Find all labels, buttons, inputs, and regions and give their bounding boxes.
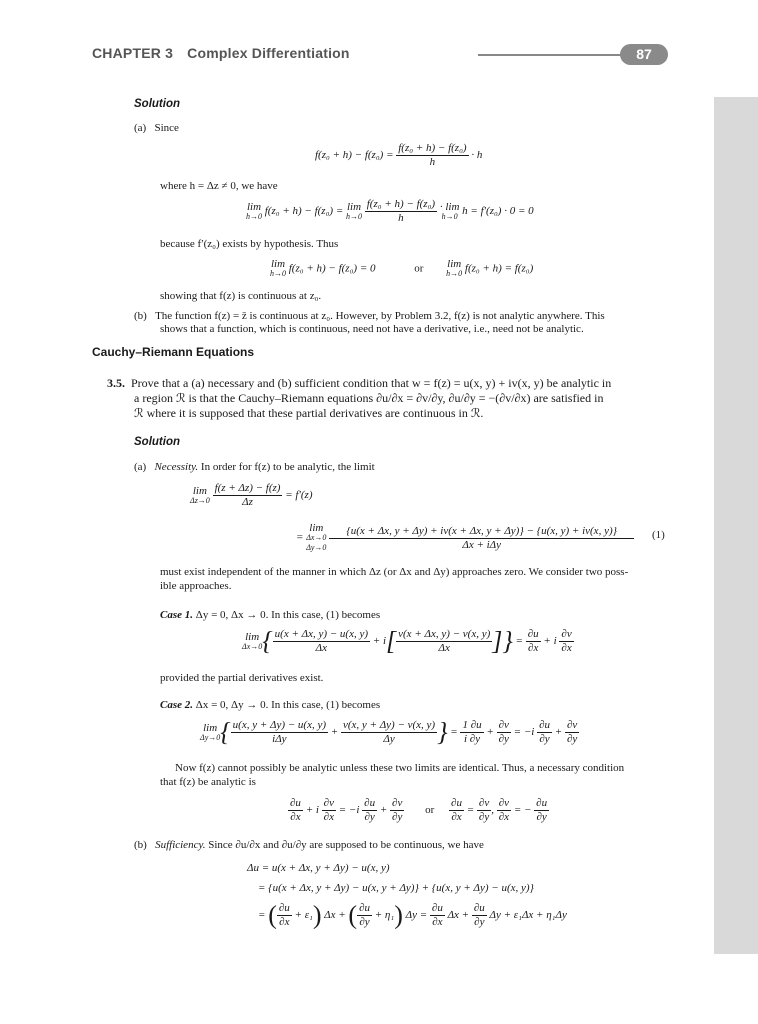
page-edge-bar bbox=[714, 97, 758, 954]
part-b-line2: shows that a function, which is continuous, need not have a derivative, i.e., need not be analytic. bbox=[160, 323, 584, 335]
problem-number: 3.5. bbox=[107, 376, 125, 390]
problem-line2: a region ℛ is that the Cauchy–Riemann equations ∂u/∂x = ∂v/∂y, ∂u/∂y = −(∂v/∂x) are satisfied in bbox=[134, 391, 604, 405]
part-a-intro: (a) Since bbox=[134, 122, 179, 134]
now-line2: that f(z) be analytic is bbox=[160, 776, 256, 788]
equation-1: = lim Δx→0 Δy→0 {u(x + Δx, y + Δy) + iv(x + Δx, y + Δy)} − {u(x, y) + iv(x, y)} Δx + iΔy bbox=[296, 523, 634, 553]
equation-case1: lim Δx→0 { $\frac{u(x + \Delta x, y) - u(x, y)}{\Delta x}$ + i[ $\frac{v(x + \Delta x, y) - v(x, y)}{\Delta x}$ ]} = $\frac{\partial u}{\partial x}$ + i $\frac{\partial v}{\partial x}$ bbox=[242, 626, 572, 656]
case2-line: Case 2. Δx = 0, Δy → 0. In this case, (1) becomes bbox=[160, 699, 381, 711]
running-header bbox=[92, 45, 350, 61]
part-b-line1: (b) The function f(z) = z̄ is continuous at z₀. However, by Problem 3.2, f(z) is not analytic anywhere. This bbox=[134, 310, 605, 322]
because-line: because f′(z₀) exists by hypothesis. Thus bbox=[160, 238, 339, 250]
where-line: where h = Δz ≠ 0, we have bbox=[160, 180, 278, 192]
delta-u-line1: Δu = u(x + Δx, y + Δy) − u(x, y) bbox=[247, 862, 390, 874]
now-line1: Now f(z) cannot possibly be analytic unless these two limits are identical. Thus, a necessary condition bbox=[175, 762, 625, 774]
delta-u-line3: = ( $\frac{\partial u}{\partial x}$ + ε₁) Δx + ( $\frac{\partial u}{\partial y}$ + η₁) Δy = $\frac{\partial u}{\partial x}$ Δx + $\frac{\partial u}{\partial y}$ Δy + ε₁Δx + η₁Δy bbox=[258, 900, 567, 930]
equation-case2: lim Δy→0 { $\frac{u(x, y + \Delta y) - u(x, y)}{\text{iΔy}}$ + $\frac{v(x, y + \Delta y) - v(x, y)}{\Delta y}$ } = $\frac{1 \partial u}{i \partial y}$ + $\frac{\partial v}{\partial y}$ = −i $\frac{\partial u}{\partial y}$ + $\frac{\partial v}{\partial y}$ bbox=[200, 717, 578, 747]
must-line1: must exist independent of the manner in which Δz (or Δx and Δy) approaches zero. We consider two poss- bbox=[160, 566, 629, 578]
equation-difference: f(z₀ + h) − f(z₀) = $\frac{\text{f(z₀ + h) − f(z₀)}}{h}$ · h bbox=[315, 142, 483, 168]
chapter-label: CHAPTER 3 bbox=[92, 45, 174, 61]
equation-1-tag: (1) bbox=[652, 529, 665, 541]
problem-line1: 3.5. Prove that a (a) necessary and (b) sufficient condition that w = f(z) = u(x, y) + iv(x, y) be analytic in bbox=[107, 376, 612, 390]
equation-continuity: lim h→0 f(z₀ + h) − f(z₀) = 0 or lim h→0 f(z₀ + h) = f(z₀) bbox=[270, 258, 534, 278]
necessity-intro: (a) Necessity. In order for f(z) to be analytic, the limit bbox=[134, 461, 375, 473]
delta-u-line2: = {u(x + Δx, y + Δy) − u(x, y + Δy)} + {u(x, y + Δy) − u(x, y)} bbox=[258, 882, 534, 894]
solution-heading: Solution bbox=[134, 98, 180, 110]
page-number: 87 bbox=[620, 44, 668, 65]
sufficiency-intro: (b) Sufficiency. Since ∂u/∂x and ∂u/∂y are supposed to be continuous, we have bbox=[134, 839, 484, 851]
provided-line: provided the partial derivatives exist. bbox=[160, 672, 324, 684]
chapter-title: Complex Differentiation bbox=[187, 45, 350, 61]
showing-line: showing that f(z) is continuous at z₀. bbox=[160, 290, 322, 302]
equation-limit: lim h→0 f(z₀ + h) − f(z₀) = lim h→0 $\frac{\text{f(z₀ + h) − f(z₀)}}{h}$ · lim h→0 h = f′(z₀) · 0 = 0 bbox=[246, 198, 534, 224]
header-rule bbox=[478, 54, 628, 56]
equation-cauchy-riemann: $\frac{\partial u}{\partial x}$ + i $\frac{\partial v}{\partial x}$ = −i $\frac{\partial u}{\partial y}$ + $\frac{\partial v}{\partial y}$ or $\frac{\partial u}{\partial x}$ = $\frac{\partial v}{\partial y}$ , $\frac{\partial v}{\partial x}$ = − $\frac{\partial u}{\partial y}$ bbox=[290, 797, 548, 823]
equation-derivative-def: lim Δz→0 $\frac{f(z + \Delta z) - f(z)}{\Delta z}$ = f′(z) bbox=[190, 482, 313, 508]
problem-line3: ℛ where it is supposed that these partial derivatives are continuous in ℛ. bbox=[134, 406, 484, 420]
solution2-heading: Solution bbox=[134, 436, 180, 448]
section-heading: Cauchy–Riemann Equations bbox=[92, 345, 255, 359]
must-line2: ible approaches. bbox=[160, 580, 232, 592]
case1-line: Case 1. Δy = 0, Δx → 0. In this case, (1) becomes bbox=[160, 609, 381, 621]
